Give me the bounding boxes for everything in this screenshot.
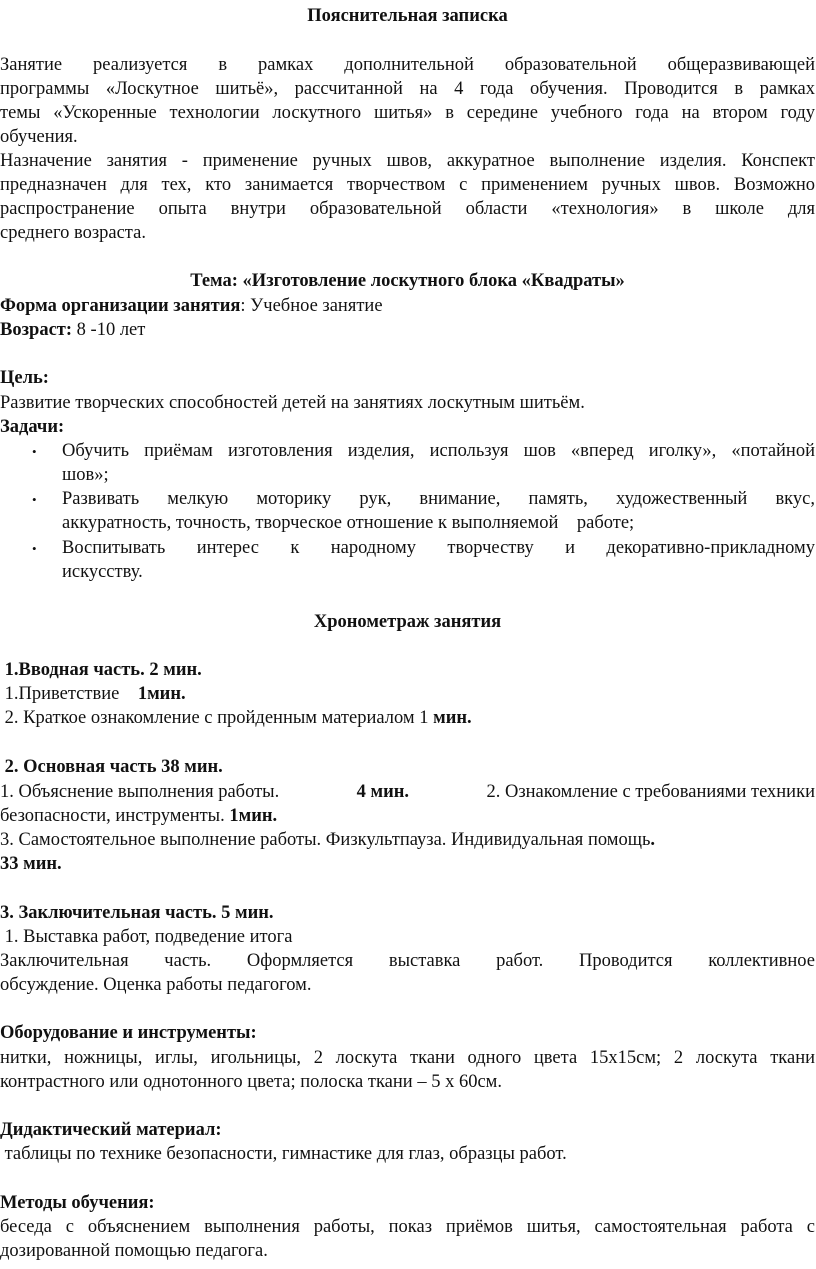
tasks-label: Задачи: <box>0 417 65 437</box>
part2-line <box>0 780 815 805</box>
part1-item-text: 2. Краткое ознакомление с пройденным материалом 1 <box>0 708 434 728</box>
part2-line <box>0 828 815 853</box>
intro-line: распространение опыта внутри образовательной области «технология» в школе для <box>0 199 815 219</box>
part2-item-time: 4 мин. <box>356 782 410 802</box>
goal-label: Цель: <box>0 368 49 388</box>
intro-line: Назначение занятия - применение ручных швов, аккуратное выполнение изделия. Конспект <box>0 151 815 171</box>
bullet-icon: • <box>32 541 37 556</box>
form-row <box>0 294 815 319</box>
intro-line: программы «Лоскутное шитьё», рассчитанной на 4 года обучения. Проводится в рамках <box>0 79 815 99</box>
part1-item <box>0 706 815 731</box>
task-line: Развивать мелкую моторику рук, внимание, память, художественный вкус, <box>62 489 815 509</box>
part2-item-time: 1мин. <box>229 806 278 826</box>
part1-item <box>0 682 815 707</box>
form-label: Форма организации занятия <box>0 296 241 316</box>
didactic-label: Дидактический материал: <box>0 1120 222 1140</box>
goal-text: Развитие творческих способностей детей на занятиях лоскутным шитьём. <box>0 393 585 413</box>
bullet-icon: • <box>32 492 37 507</box>
task-line: аккуратность, точность, творческое отношение к выполняемой работе; <box>62 513 635 533</box>
part2-item-text: 1. Объяснение выполнения работы. <box>0 782 280 802</box>
part1-item-text: 1.Приветствие <box>0 684 138 704</box>
equipment-line: нитки, ножницы, иглы, игольницы, 2 лоскута ткани одного цвета 15х15см; 2 лоскута ткани <box>0 1048 815 1068</box>
topic-heading: Тема: «Изготовление лоскутного блока «Квадраты» <box>190 271 625 291</box>
task-line: искусству. <box>62 562 143 582</box>
didactic-text: таблицы по технике безопасности, гимнастике для глаз, образцы работ. <box>0 1144 567 1164</box>
part2-title: 2. Основная часть 38 мин. <box>0 757 223 777</box>
task-line: Воспитывать интерес к народному творчеству и декоративно-прикладному <box>62 538 815 558</box>
part1-item-time: мин. <box>433 708 472 728</box>
timing-heading: Хронометраж занятия <box>313 612 502 632</box>
part2-dot: . <box>650 830 656 850</box>
part1-title: 1.Вводная часть. 2 мин. <box>0 660 202 680</box>
intro-line: Занятие реализуется в рамках дополнительной образовательной общеразвивающей <box>0 55 815 75</box>
part3-title: 3. Заключительная часть. 5 мин. <box>0 903 274 923</box>
part3-line: Заключительная часть. Оформляется выставка работ. Проводится коллективное <box>0 951 815 971</box>
methods-line: дозированной помощью педагога. <box>0 1241 268 1261</box>
bullet-icon: • <box>32 444 37 459</box>
task-line: шов»; <box>62 465 109 485</box>
document-title: Пояснительная записка <box>307 6 508 26</box>
methods-line: беседа с объяснением выполнения работы, показ приёмов шитья, самостоятельная работа с <box>0 1217 815 1237</box>
part2-item-text: 2. Ознакомление с требованиями техники <box>486 782 815 802</box>
part2-item-text: безопасности, инструменты. <box>0 806 230 826</box>
part3-line: 1. Выставка работ, подведение итога <box>0 927 293 947</box>
task-line: Обучить приёмам изготовления изделия, используя шов «вперед иголку», «потайной <box>62 441 815 461</box>
part3-line: обсуждение. Оценка работы педагогом. <box>0 975 312 995</box>
equipment-line: контрастного или однотонного цвета; полоска ткани – 5 х 60см. <box>0 1072 502 1092</box>
age-label: Возраст: <box>0 320 73 340</box>
intro-line: обучения. <box>0 127 78 147</box>
intro-line: предназначен для тех, кто занимается творчеством с применением ручных швов. Возможно <box>0 175 815 195</box>
methods-label: Методы обучения: <box>0 1193 155 1213</box>
part2-time: 33 мин. <box>0 854 62 874</box>
part1-item-time: 1мин. <box>137 684 186 704</box>
intro-line: темы «Ускоренные технологии лоскутного шитья» в середине учебного года на втором году <box>0 103 815 123</box>
part2-line <box>0 804 815 829</box>
part2-item-text: 3. Самостоятельное выполнение работы. Физкультпауза. Индивидуальная помощь <box>0 830 651 850</box>
form-value: : Учебное занятие <box>240 296 383 316</box>
age-row <box>0 318 815 343</box>
equipment-label: Оборудование и инструменты: <box>0 1023 257 1043</box>
age-value: 8 -10 лет <box>72 320 146 340</box>
intro-line: среднего возраста. <box>0 223 146 243</box>
